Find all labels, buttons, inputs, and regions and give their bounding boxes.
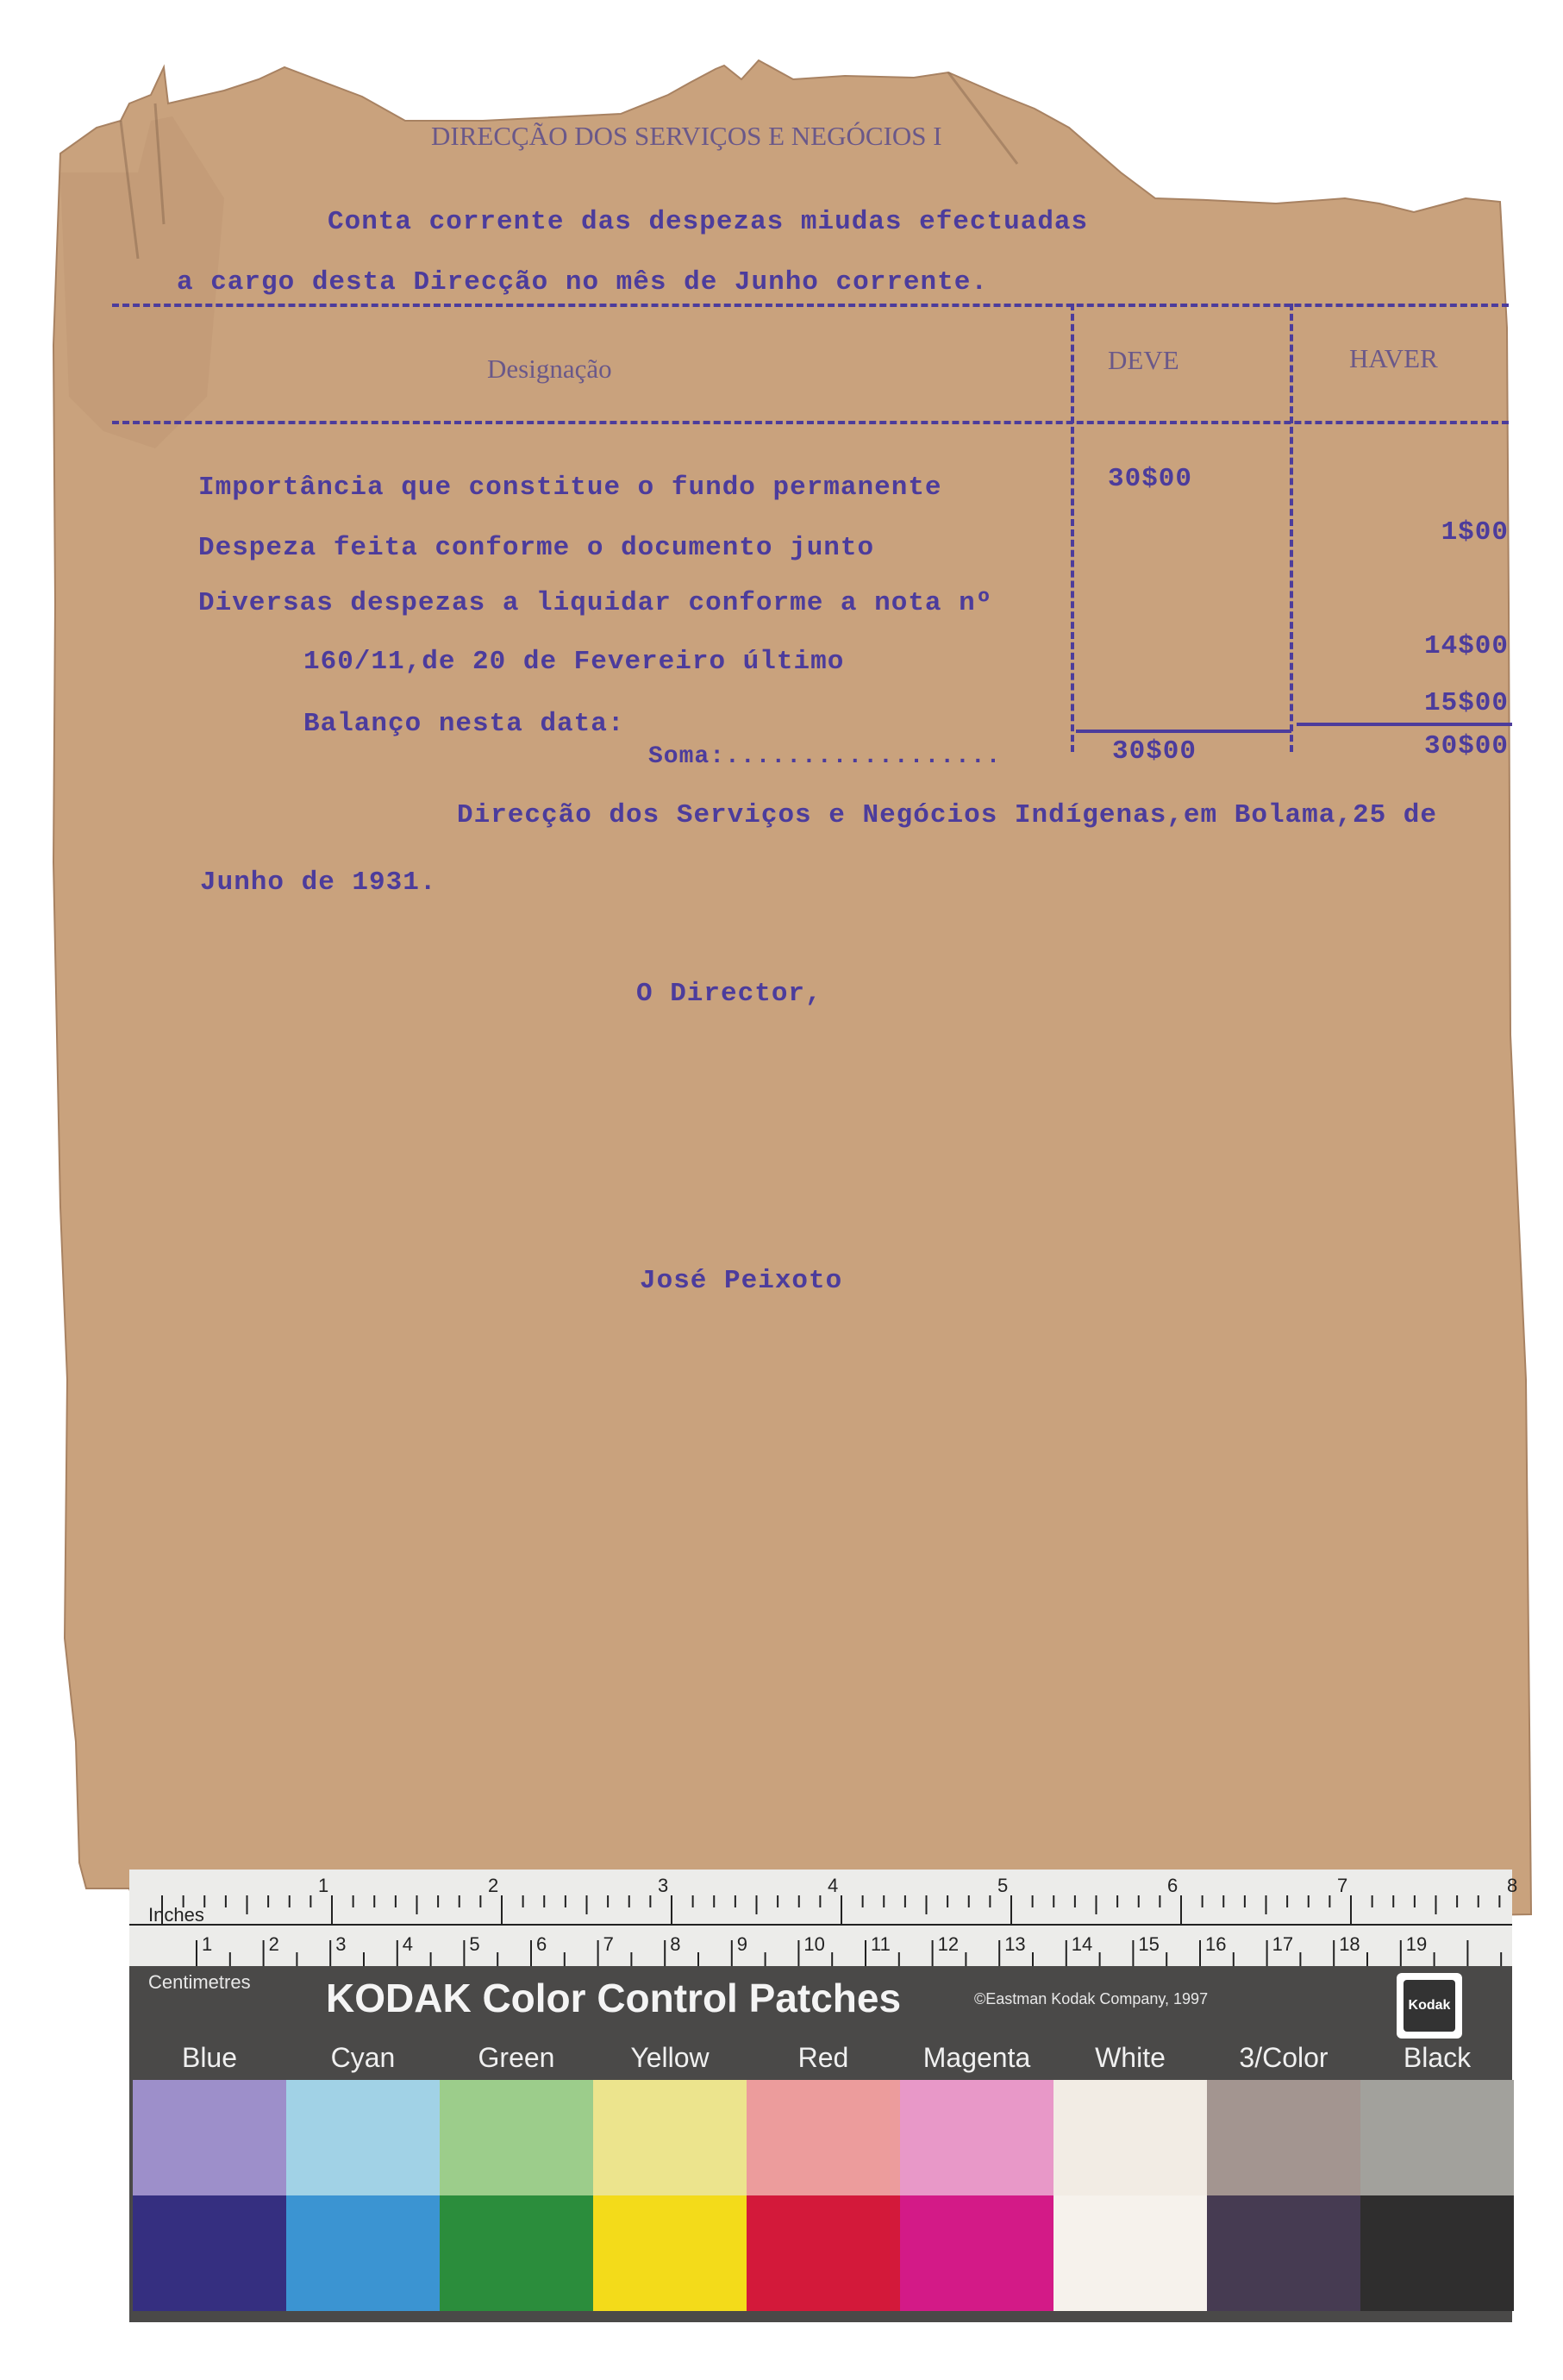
- table-top-rule: [112, 304, 1509, 307]
- color-patch-light: [1207, 2080, 1360, 2195]
- color-patch-dark: [286, 2195, 440, 2311]
- color-patch-light: [747, 2080, 900, 2195]
- row-credit: 1$00: [1441, 517, 1509, 548]
- color-patch-light: [440, 2080, 593, 2195]
- color-patch-light: [593, 2080, 747, 2195]
- inch-number: 8: [1507, 1875, 1518, 1896]
- row-designation: Diversas despezas a liquidar conforme a nota nº: [198, 588, 993, 618]
- color-patch-light: [900, 2080, 1053, 2195]
- heading-line-2: a cargo desta Direcção no mês de Junho corrente.: [177, 267, 988, 298]
- total-credit: 30$00: [1423, 731, 1509, 761]
- patch-label: White: [1095, 2042, 1166, 2073]
- header-credit: HAVER: [1349, 343, 1438, 373]
- cm-number: 18: [1339, 1933, 1360, 1955]
- place-date-line-2: Junho de 1931.: [200, 867, 437, 898]
- cm-number: 12: [937, 1933, 960, 1955]
- cm-number: 10: [803, 1933, 825, 1955]
- color-patch-dark: [747, 2195, 900, 2311]
- cm-number: 3: [335, 1933, 347, 1955]
- row-designation: Despeza feita conforme o documento junto: [198, 533, 875, 563]
- cm-number: 2: [268, 1933, 279, 1955]
- cm-number: 8: [670, 1933, 681, 1955]
- cm-number: 9: [736, 1933, 748, 1955]
- color-patch-dark: [593, 2195, 747, 2311]
- row-designation: Balanço nesta data:: [303, 709, 625, 739]
- ruler: [129, 1870, 1518, 1966]
- color-patch-light: [133, 2080, 286, 2195]
- color-patch-light: [1053, 2080, 1207, 2195]
- cm-number: 19: [1405, 1933, 1428, 1955]
- cm-number: 15: [1138, 1933, 1160, 1955]
- total-label: Soma:..................: [648, 743, 1002, 770]
- inch-number: 5: [997, 1875, 1009, 1896]
- cm-number: 4: [402, 1933, 414, 1955]
- patch-label: Magenta: [922, 2042, 1031, 2073]
- heading-line-1: Conta corrente das despezas miudas efectuadas: [328, 207, 1089, 237]
- kodak-color-target: [129, 1870, 1518, 2322]
- inch-number: 3: [658, 1875, 669, 1896]
- cm-number: 6: [536, 1933, 547, 1955]
- row-credit: 15$00: [1423, 688, 1509, 718]
- inch-number: 1: [318, 1875, 329, 1896]
- total-debit: 30$00: [1112, 736, 1197, 767]
- color-patch-dark: [1207, 2195, 1360, 2311]
- inch-number: 4: [828, 1875, 839, 1896]
- cm-number: 13: [1004, 1933, 1026, 1955]
- patch-label: Yellow: [630, 2042, 710, 2073]
- row-credit: 14$00: [1423, 631, 1509, 661]
- cm-number: 1: [202, 1933, 213, 1955]
- target-title: KODAK Color Control Patches: [326, 1976, 902, 2020]
- patch-label: Black: [1403, 2042, 1472, 2073]
- debit-total-rule: [1076, 730, 1291, 733]
- credit-total-rule: [1297, 723, 1512, 726]
- color-patch-light: [286, 2080, 440, 2195]
- inch-number: 7: [1337, 1875, 1348, 1896]
- color-patch-dark: [133, 2195, 286, 2311]
- cm-number: 7: [603, 1933, 614, 1955]
- color-patch-dark: [1053, 2195, 1207, 2311]
- row-designation: 160/11,de 20 de Fevereiro último: [303, 647, 845, 677]
- inch-number: 2: [488, 1875, 499, 1896]
- debit-column-rule: [1071, 304, 1074, 752]
- patch-label: Cyan: [330, 2042, 396, 2073]
- color-patch-dark: [1360, 2195, 1514, 2311]
- row-designation: Importância que constitue o fundo permanente: [198, 473, 942, 503]
- copyright-note: ©Eastman Kodak Company, 1997: [974, 1990, 1209, 2007]
- color-patch-dark: [900, 2195, 1053, 2311]
- cm-number: 17: [1272, 1933, 1294, 1955]
- letterhead: DIRECÇÃO DOS SERVIÇOS E NEGÓCIOS I: [431, 121, 942, 151]
- header-debit: DEVE: [1108, 345, 1179, 375]
- inch-number: 6: [1167, 1875, 1179, 1896]
- kodak-logo: Kodak: [1397, 1973, 1462, 2039]
- color-patch-dark: [440, 2195, 593, 2311]
- centimetres-label: Centimetres: [148, 1971, 251, 1993]
- closing: O Director,: [636, 979, 822, 1009]
- row-debit: 30$00: [1108, 464, 1193, 494]
- credit-column-rule: [1290, 304, 1293, 752]
- table-header-rule: [112, 421, 1509, 424]
- header-designation: Designação: [487, 354, 612, 384]
- cm-number: 5: [469, 1933, 480, 1955]
- signatory-name: José Peixoto: [640, 1266, 843, 1296]
- patch-label: Blue: [181, 2042, 238, 2073]
- cm-number: 16: [1205, 1933, 1227, 1955]
- cm-number: 14: [1071, 1933, 1093, 1955]
- cm-number: 11: [871, 1933, 891, 1955]
- patch-label: Green: [478, 2042, 555, 2073]
- color-patch-light: [1360, 2080, 1514, 2195]
- patch-label: 3/Color: [1239, 2042, 1329, 2073]
- place-date-line-1: Direcção dos Serviços e Negócios Indígenas,em Bolama,25 de: [457, 800, 1437, 830]
- patch-label: Red: [797, 2042, 849, 2073]
- inches-label: Inches: [148, 1904, 204, 1926]
